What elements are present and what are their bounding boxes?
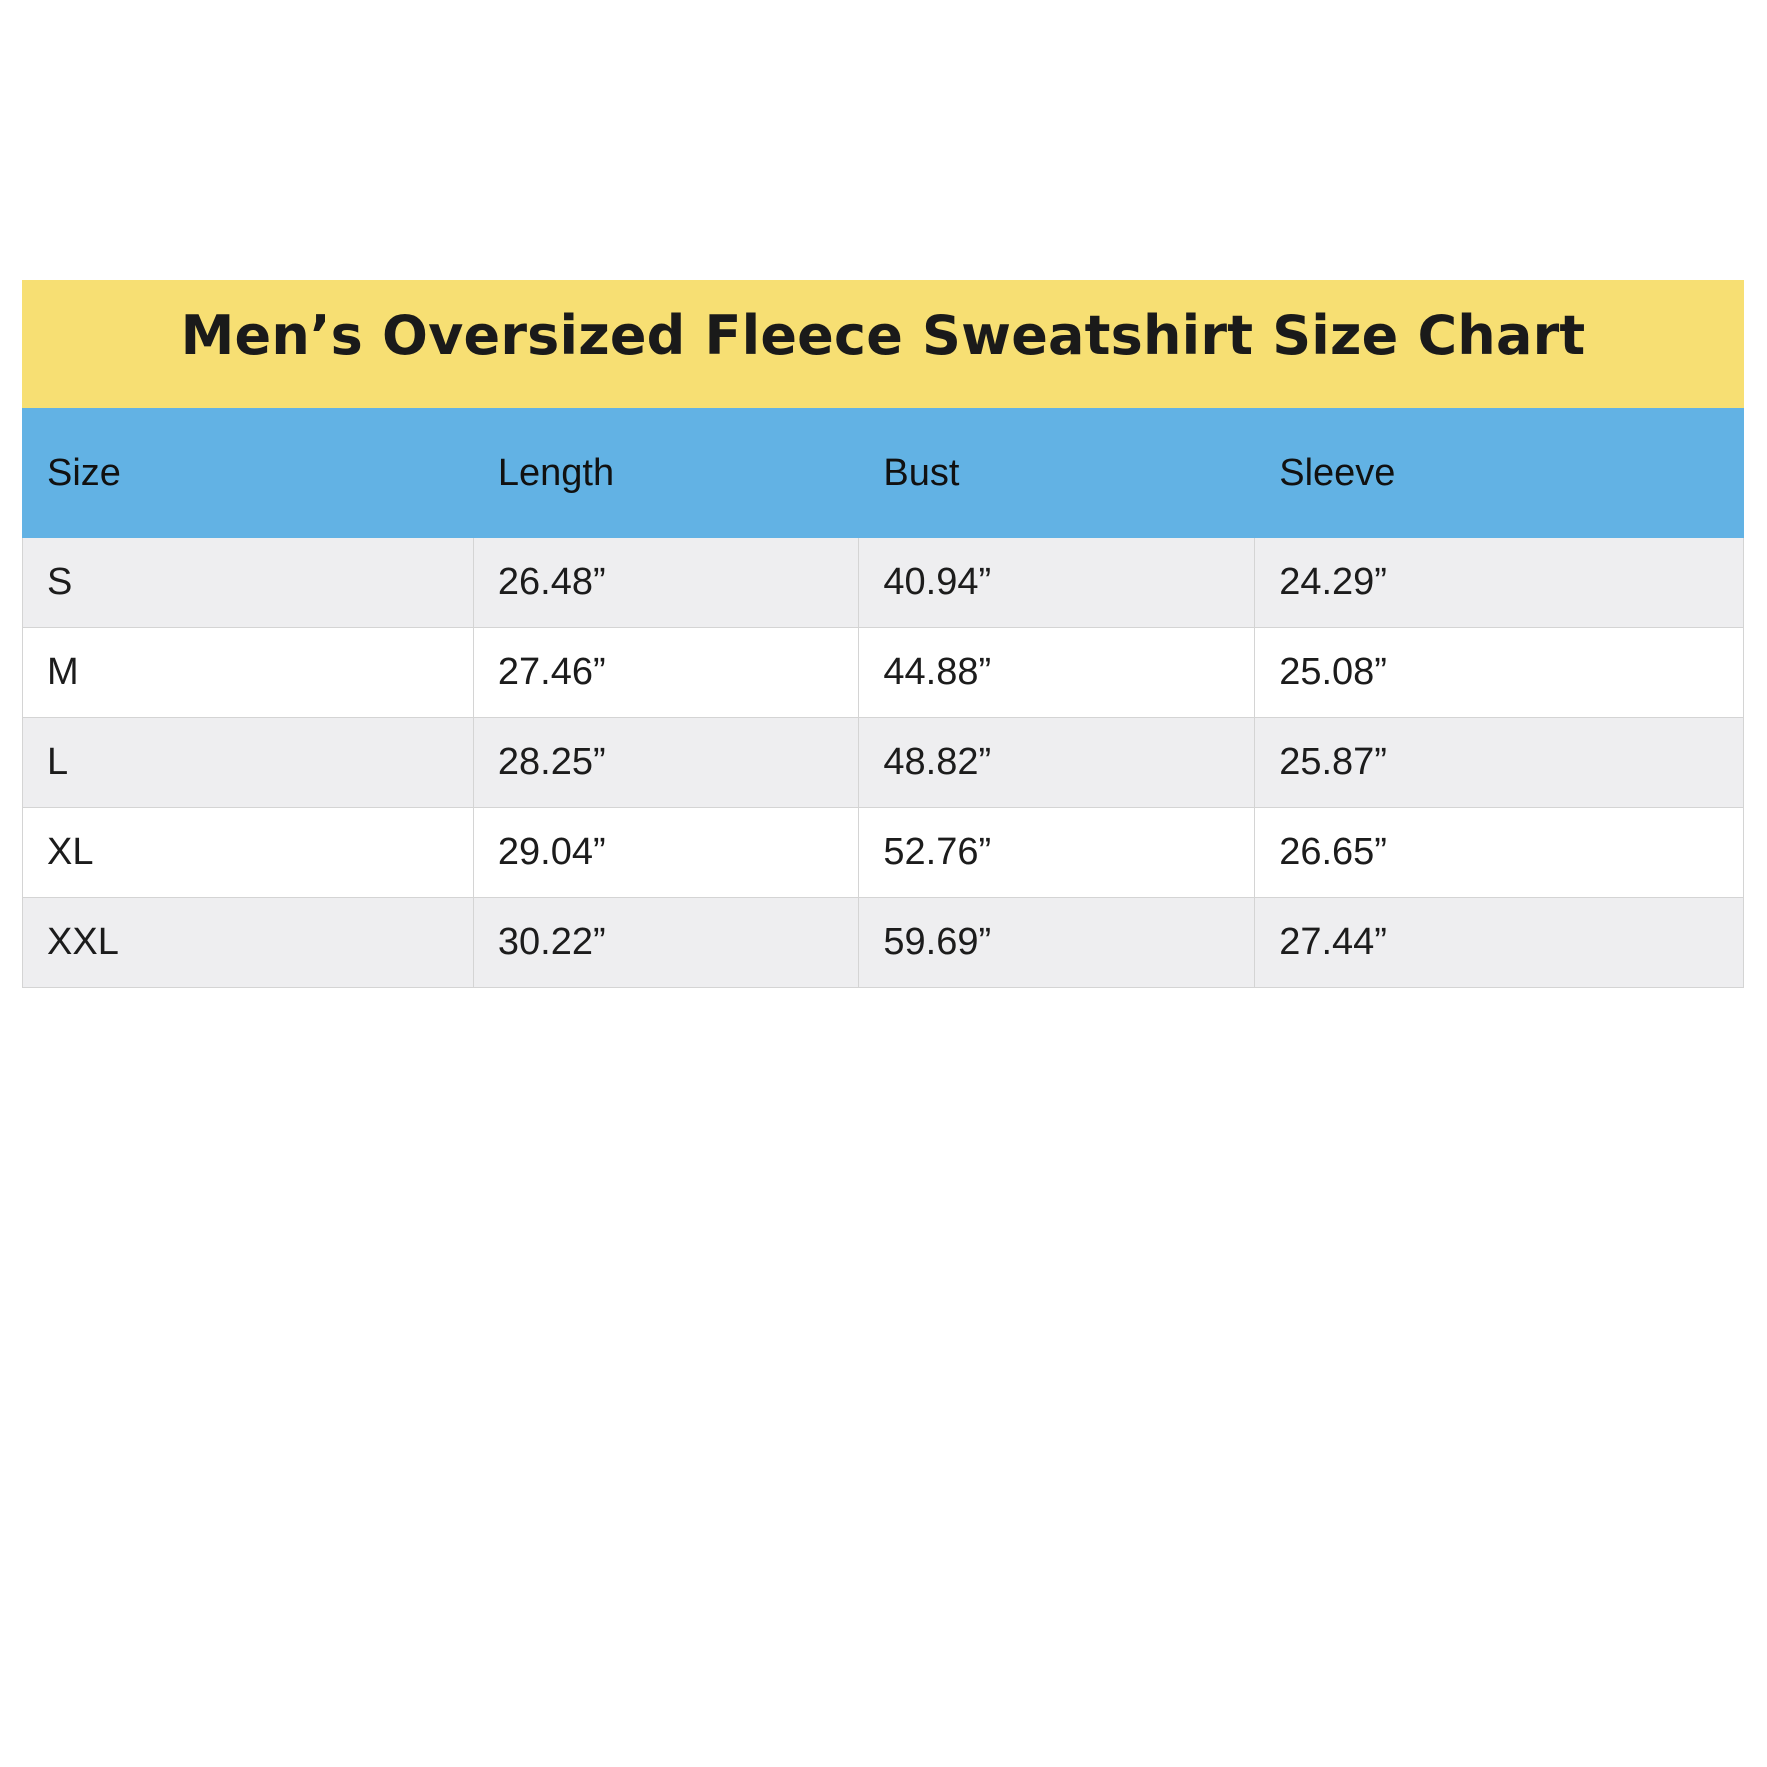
cell-bust: 44.88”	[859, 628, 1255, 718]
cell-size: XXL	[23, 898, 474, 988]
cell-length: 26.48”	[473, 538, 859, 628]
table-row	[23, 538, 1744, 628]
cell-sleeve: 26.65”	[1255, 808, 1744, 898]
table-body	[23, 538, 1744, 988]
cell-sleeve: 24.29”	[1255, 538, 1744, 628]
column-header-length: Length	[473, 409, 859, 538]
page-title: Men’s Oversized Fleece Sweatshirt Size Chart	[22, 280, 1744, 408]
cell-sleeve: 25.87”	[1255, 718, 1744, 808]
table-header-row	[23, 409, 1744, 538]
cell-length: 30.22”	[473, 898, 859, 988]
cell-length: 29.04”	[473, 808, 859, 898]
size-chart-table	[22, 408, 1744, 988]
table-row	[23, 628, 1744, 718]
cell-bust: 40.94”	[859, 538, 1255, 628]
cell-size: M	[23, 628, 474, 718]
table-header	[23, 409, 1744, 538]
cell-size: S	[23, 538, 474, 628]
size-chart-container	[22, 280, 1744, 988]
cell-length: 28.25”	[473, 718, 859, 808]
cell-sleeve: 27.44”	[1255, 898, 1744, 988]
cell-sleeve: 25.08”	[1255, 628, 1744, 718]
cell-length: 27.46”	[473, 628, 859, 718]
column-header-sleeve: Sleeve	[1255, 409, 1744, 538]
column-header-size: Size	[23, 409, 474, 538]
cell-bust: 52.76”	[859, 808, 1255, 898]
table-row	[23, 718, 1744, 808]
table-row	[23, 808, 1744, 898]
cell-bust: 59.69”	[859, 898, 1255, 988]
cell-size: L	[23, 718, 474, 808]
column-header-bust: Bust	[859, 409, 1255, 538]
table-row	[23, 898, 1744, 988]
cell-size: XL	[23, 808, 474, 898]
cell-bust: 48.82”	[859, 718, 1255, 808]
